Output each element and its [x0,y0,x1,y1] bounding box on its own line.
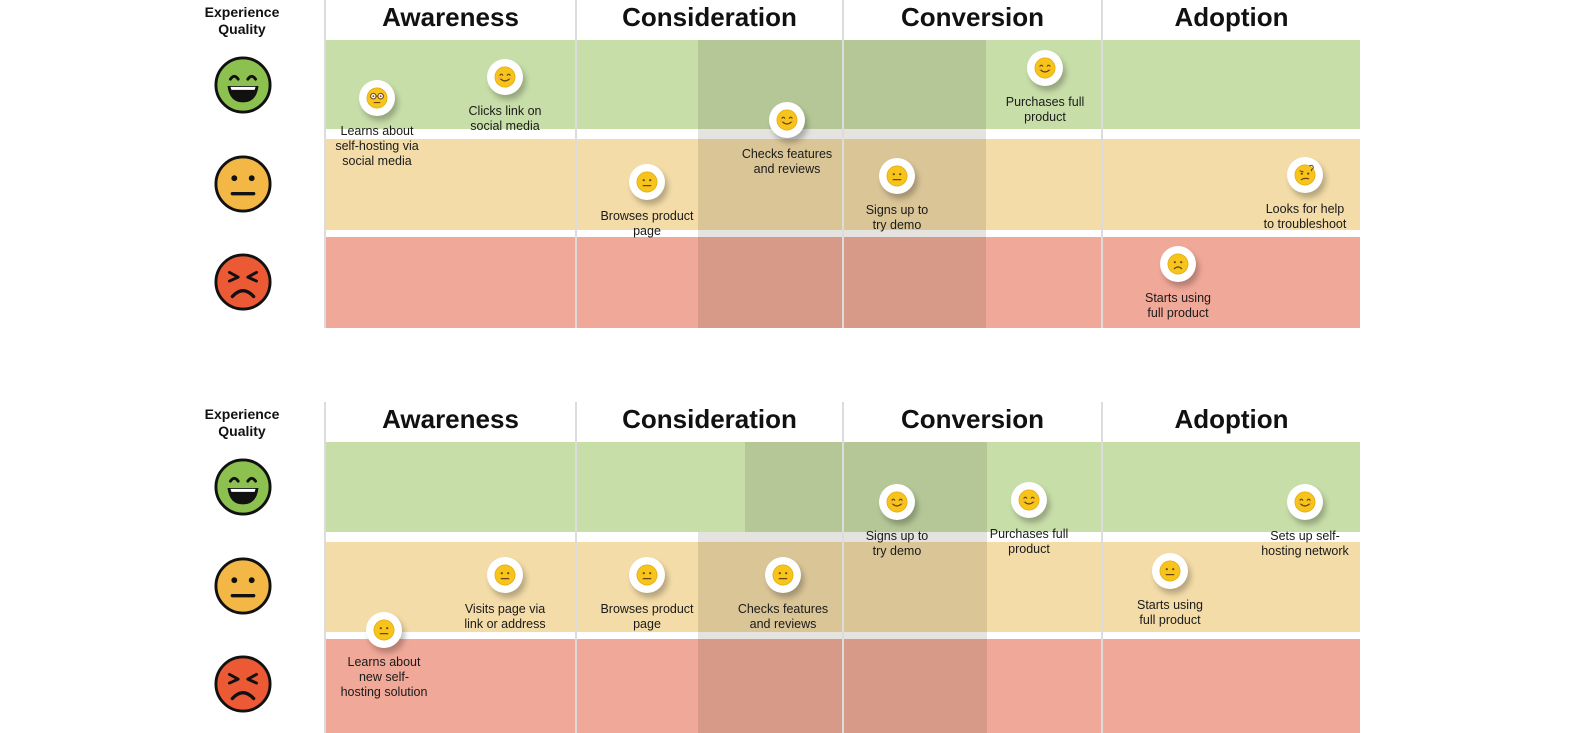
confused-emoji-icon [1294,164,1316,186]
sad-emoji-icon [1167,253,1189,275]
happy-face-icon [214,56,272,114]
touchpoint-label: Purchases full product [989,527,1069,556]
stage-conversion: Conversion [900,404,1045,434]
happy-emoji-icon [886,491,908,513]
neutral-emoji-icon [494,564,516,586]
touchpoint [970,50,1120,125]
touchpoint [430,557,580,632]
touchpoint [1103,246,1253,321]
touchpoint-label: Visits page via link or address [464,602,546,631]
stage-awareness: Awareness [382,2,519,32]
experience-quality-label: Experience Quality [204,4,280,37]
touchpoint-label: Learns about new self- hosting solution [340,655,428,699]
emoji-badge [1011,482,1047,518]
neutral-emoji-icon [1159,560,1181,582]
angry-face-icon [214,253,272,311]
touchpoint [954,482,1104,557]
angry-face-icon [214,655,272,713]
stage-awareness: Awareness [382,404,519,434]
touchpoint-label: Starts using full product [1144,291,1211,320]
touchpoint [708,557,858,632]
neutral-glasses-emoji-icon [366,87,388,109]
emoji-badge [879,158,915,194]
emoji-badge [359,80,395,116]
emoji-badge [1287,484,1323,520]
neutral-emoji-icon [772,564,794,586]
touchpoint-label: Looks for help to troubleshoot [1263,202,1347,231]
stage-consideration: Consideration [622,2,797,32]
stage-adoption: Adoption [1174,404,1289,434]
touchpoint-label: Browses product page [600,209,694,238]
emoji-badge [1152,553,1188,589]
touchpoint [1230,484,1380,559]
emoji-badge [765,557,801,593]
stage-conversion: Conversion [900,2,1045,32]
happy-emoji-icon [776,109,798,131]
touchpoint-label: Clicks link on social media [468,104,542,133]
neutral-emoji-icon [886,165,908,187]
emoji-badge [1287,157,1323,193]
touchpoint [572,164,722,239]
emoji-badge [1160,246,1196,282]
emoji-badge [879,484,915,520]
emoji-badge [1027,50,1063,86]
emoji-badge [366,612,402,648]
happy-emoji-icon [1294,491,1316,513]
journey-map-improved [0,402,1574,733]
touchpoint-label: Signs up to try demo [865,203,929,232]
emoji-badge [769,102,805,138]
touchpoint-label: Purchases full product [1005,95,1085,124]
touchpoint-label: Browses product page [600,602,694,631]
stage-adoption: Adoption [1174,2,1289,32]
touchpoint [822,158,972,233]
journey-map-current [0,0,1574,340]
touchpoint-label: Starts using full product [1136,598,1203,627]
touchpoint [1230,157,1380,232]
touchpoint-label: Checks features and reviews [737,602,829,631]
happy-emoji-icon [494,66,516,88]
touchpoint [430,59,580,134]
stage-consideration: Consideration [622,404,797,434]
experience-quality-label: Experience Quality [204,406,280,439]
touchpoint [572,557,722,632]
neutral-emoji-icon [636,564,658,586]
neutral-emoji-icon [373,619,395,641]
emoji-badge [629,164,665,200]
touchpoint-label: Learns about self-hosting via social media [335,124,419,168]
emoji-badge [487,557,523,593]
emoji-badge [629,557,665,593]
touchpoint [1095,553,1245,628]
happy-emoji-icon [1018,489,1040,511]
touchpoint-label: Checks features and reviews [741,147,833,176]
touchpoint [822,484,972,559]
neutral-face-icon [214,155,272,213]
happy-emoji-icon [1034,57,1056,79]
touchpoint-label: Signs up to try demo [865,529,929,558]
happy-face-icon [214,458,272,516]
neutral-face-icon [214,557,272,615]
neutral-emoji-icon [636,171,658,193]
emoji-badge [487,59,523,95]
touchpoint-label: Sets up self- hosting network [1261,529,1349,558]
